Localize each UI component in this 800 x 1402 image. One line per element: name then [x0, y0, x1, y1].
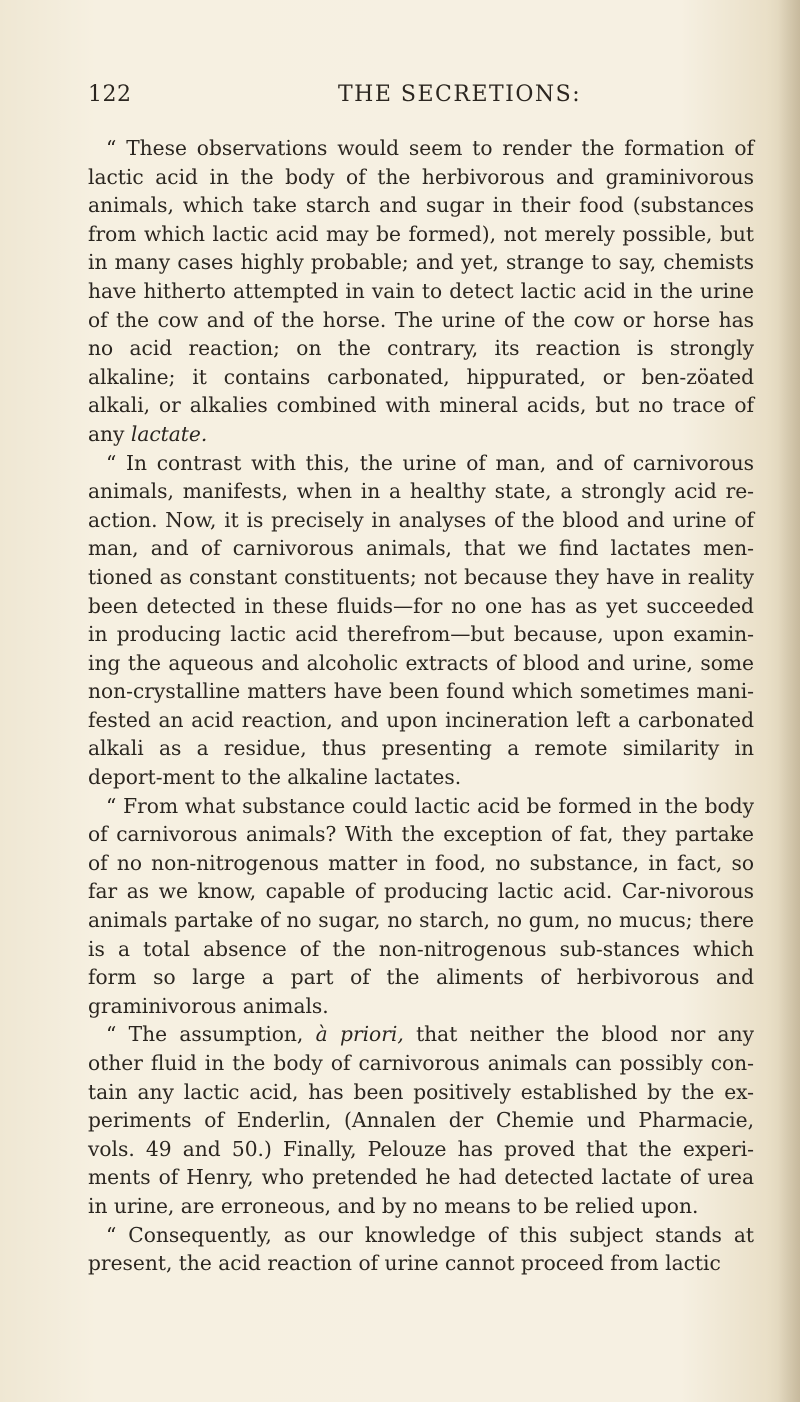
- paragraph-1-text: “ These observations would seem to render the formation of lactic acid in the body of the herbivorous and graminivorous animals, which take starch and sugar in their food (substances from which lactic acid may be formed), not merely possible, but in many cases highly probable; and yet, strange to say, chemists have hitherto attempted in vain to detect lactic acid in the urine of the cow and of the horse. The urine of the cow or horse has no acid reaction; on the contrary, its reaction is strongly alkaline; it contains carbonated, hippurated, or ben-zöated alkali, or alkalies combined with mineral acids, but no trace of any: [88, 136, 754, 446]
- page-header: [88, 82, 754, 112]
- page-edge-shadow: [778, 0, 800, 1402]
- paragraph-5: “ Consequently, as our knowledge of this subject stands at present, the acid reaction of urine cannot proceed from lactic: [88, 1222, 754, 1276]
- paragraph-2: “ In contrast with this, the urine of man, and of carnivorous animals, manifests, when in a healthy state, a strongly acid re-action. Now, it is precisely in analyses of the blood and urine of man, and of carnivorous animals, that we find lactates men-tioned as constant constituents; not because they have in reality been detected in these fluids—for no one has as yet succeeded in producing lactic acid therefrom—but because, upon examin-ing the aqueous and alcoholic extracts of blood and urine, some non-crystalline matters have been found which sometimes mani-fested an acid reaction, and upon incineration left a carbonated alkali as a residue, thus presenting a remote similarity in deport-ment to the alkaline lactates.: [88, 450, 754, 790]
- page-number: 122: [88, 82, 132, 107]
- paragraph-4: [88, 1020, 754, 1220]
- paragraph-4-italic: à priori,: [315, 1022, 404, 1047]
- paragraph-4-before: “ The assumption,: [106, 1022, 316, 1047]
- running-head: THE SECRETIONS:: [338, 82, 582, 107]
- text-block: [88, 134, 754, 1278]
- paragraph-4-after: that neither the blood nor any other fluid in the body of carnivorous animals can possibly con-tain any lactic acid, has been positively established by the ex-periments of Enderlin, (Annalen der Chemie und Pharmacie, vols. 49 and 50.) Finally, Pelouze has proved that the experi-ments of Henry, who pretended he had detected lactate of urea in urine, are erroneous, and by no means to be relied upon.: [88, 1022, 754, 1218]
- paragraph-1-italic: lactate.: [130, 421, 208, 446]
- paragraph-1: [88, 134, 754, 449]
- paragraph-3: “ From what substance could lactic acid be formed in the body of carnivorous animals? With the exception of fat, they partake of no non-nitrogenous matter in food, no substance, in fact, so far as we know, capable of producing lactic acid. Car-nivorous animals partake of no sugar, no starch, no gum, no mucus; there is a total absence of the non-nitrogenous sub-stances which form so large a part of the aliments of herbivorous and graminivorous animals.: [88, 793, 754, 1018]
